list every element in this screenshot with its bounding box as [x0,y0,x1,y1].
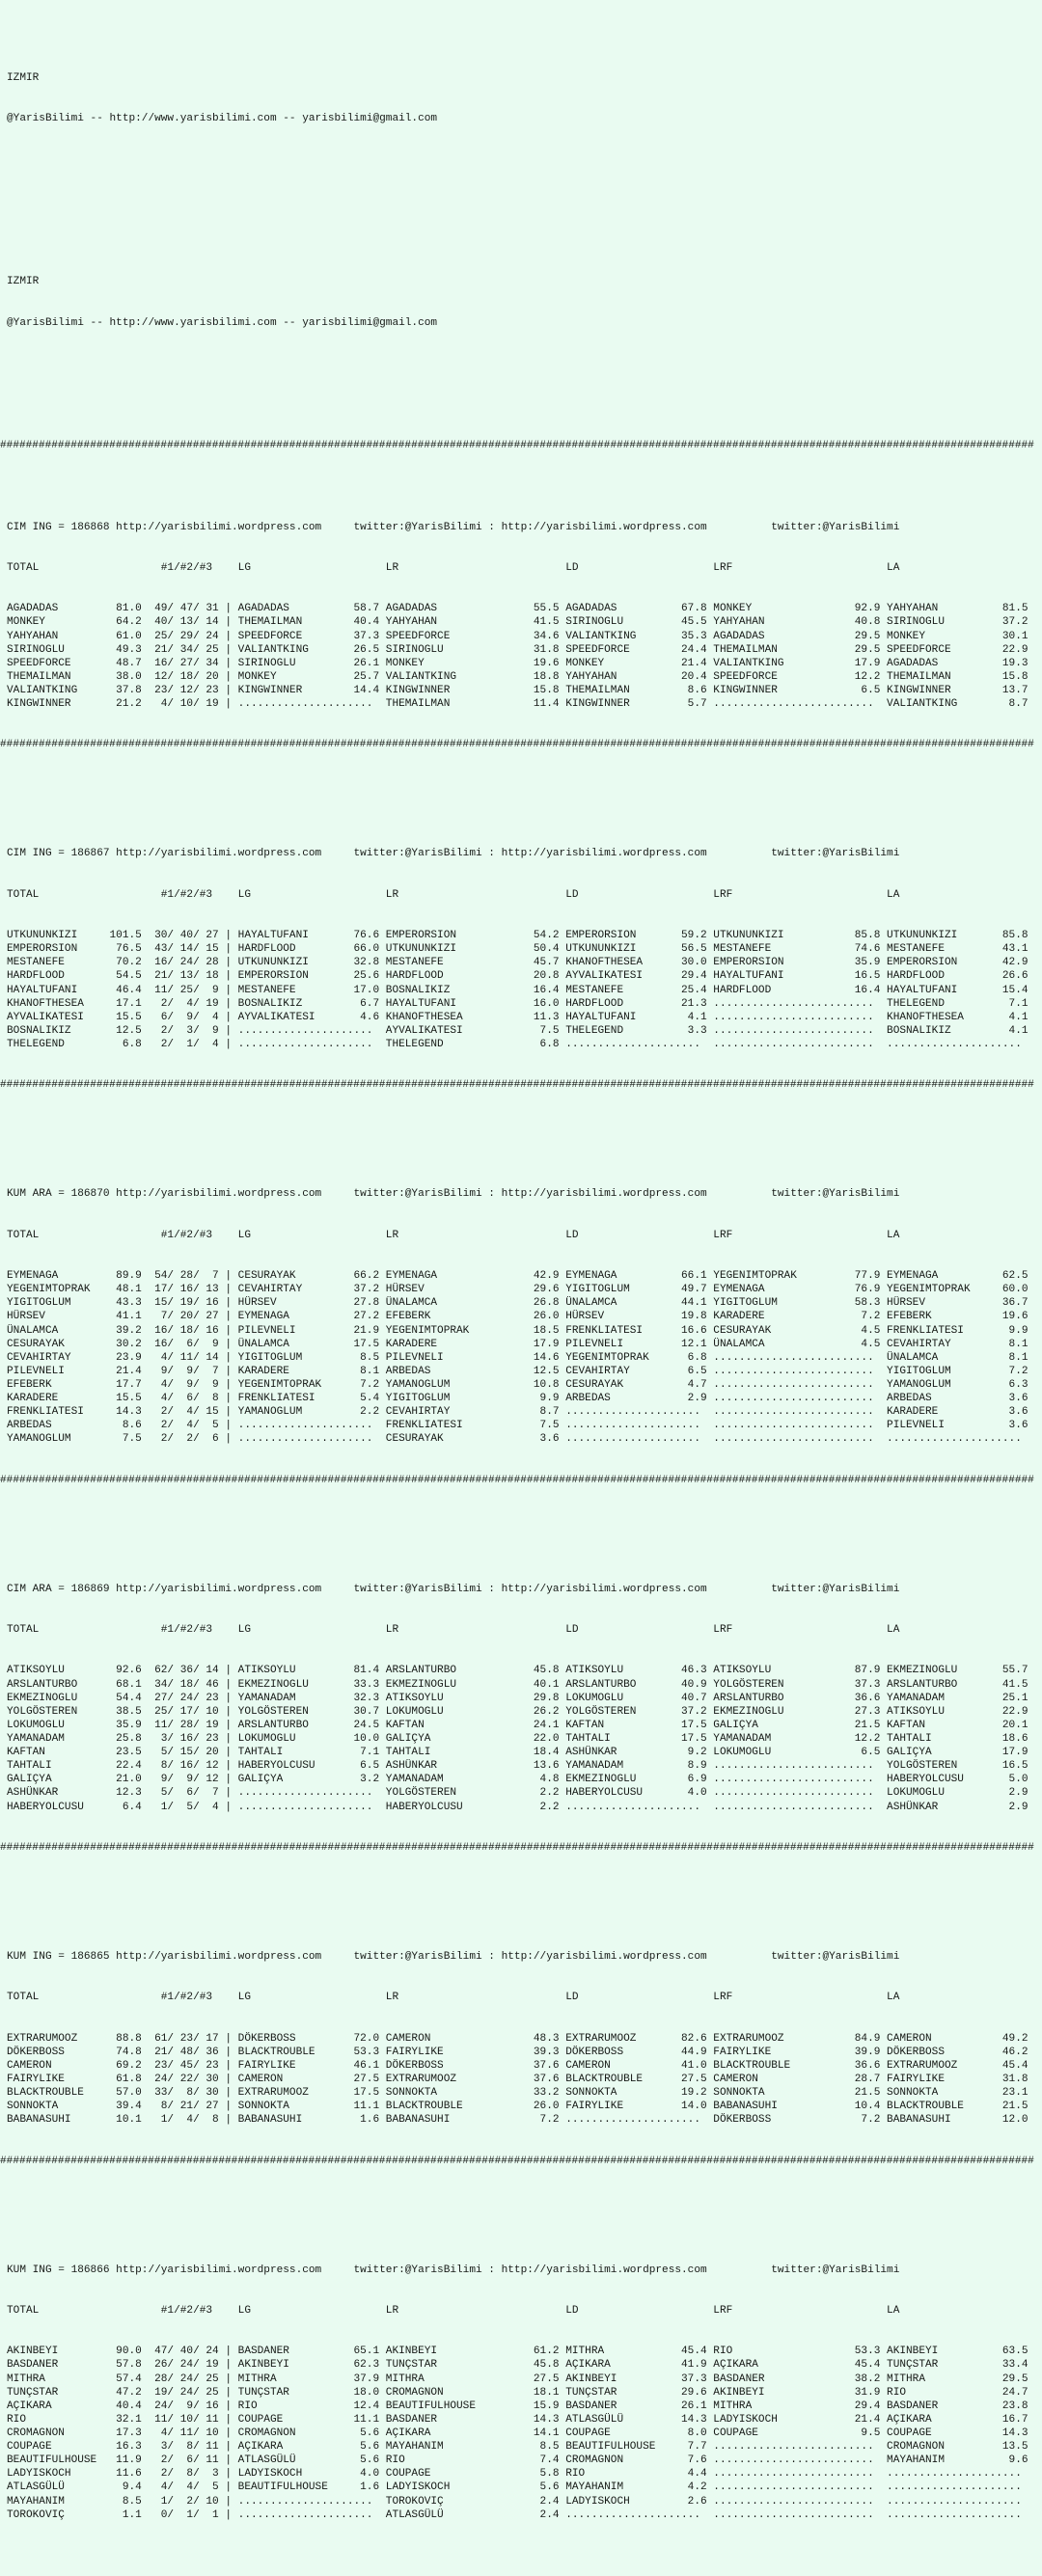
table-row: YAHYAHAN 61.0 25/ 29/ 24 | SPEEDFORCE 37.3 SPEEDFORCE 34.6 VALIANTKING 35.3 AGADADAS 29.5 MONKEY 30.1 [7,630,1028,642]
table-row: MITHRA 57.4 28/ 24/ 25 | MITHRA 37.9 MITHRA 27.5 AKINBEYI 37.3 BASDANER 38.2 MITHRA 29.5 [7,2373,1028,2385]
table-row: SIRINOGLU 49.3 21/ 34/ 25 | VALIANTKING 26.5 SIRINOGLU 31.8 SPEEDFORCE 24.4 THEMAILMAN 29.5 SPEEDFORCE 22.9 [7,643,1028,656]
table-row: ATLASGÜLÜ 9.4 4/ 4/ 5 | BEAUTIFULHOUSE 1.6 LADYISKOCH 5.6 MAYAHANIM 4.2 ......................... ..................... [7,2481,1028,2494]
masthead-city: IZMIR [7,71,40,84]
table-row: YIGITOGLUM 43.3 15/ 19/ 16 | HÜRSEV 27.8 ÜNALAMCA 26.8 ÜNALAMCA 44.1 YIGITOGLUM 58.3 HÜRSEV 36.7 [7,1297,1028,1310]
table-row: KAFTAN 23.5 5/ 15/ 20 | TAHTALI 7.1 TAHTALI 18.4 ASHÜNKAR 9.2 LOKUMOGLU 6.5 GALIÇYA 17.9 [7,1747,1028,1759]
column-header-line: TOTAL #1/#2/#3 LG LR LD LRF LA [7,1992,900,2004]
table-row: LOKUMOGLU 35.9 11/ 28/ 19 | ARSLANTURBO 24.5 KAFTAN 24.1 KAFTAN 17.5 GALIÇYA 21.5 KAFTAN 20.1 [7,1719,1028,1731]
table-row: COUPAGE 16.3 3/ 8/ 11 | AÇIKARA 5.6 MAYAHANIM 8.5 BEAUTIFULHOUSE 7.7 ......................... CROMAGNON 13.5 [7,2441,1028,2454]
table-row: EYMENAGA 89.9 54/ 28/ 7 | CESURAYAK 66.2 EYMENAGA 42.9 EYMENAGA 66.1 YEGENIMTOPRAK 77.9 EYMENAGA 62.5 [7,1270,1028,1283]
table-row: TUNÇSTAR 47.2 19/ 24/ 25 | TUNÇSTAR 18.0 CROMAGNON 18.1 TUNÇSTAR 29.6 AKINBEYI 31.9 RIO 24.7 [7,2386,1028,2399]
table-row: AÇIKARA 40.4 24/ 9/ 16 | RIO 12.4 BEAUTIFULHOUSE 15.9 BASDANER 26.1 MITHRA 29.4 BASDANER 23.8 [7,2400,1028,2412]
table-row: EKMEZINOGLU 54.4 27/ 24/ 23 | YAMANADAM 32.3 ATIKSOYLU 29.8 LOKUMOGLU 40.7 ARSLANTURBO 36.6 YAMANADAM 25.1 [7,1692,1028,1704]
section-rows [0,602,1042,711]
section-rows [0,929,1042,1051]
table-row: EMPERORSION 76.5 43/ 14/ 15 | HARDFLOOD 66.0 UTKUNUNKIZI 50.4 UTKUNUNKIZI 56.5 MESTANEFE 74.6 MESTANEFE 43.1 [7,943,1028,956]
table-row: CEVAHIRTAY 23.9 4/ 11/ 14 | YIGITOGLUM 8.5 PILEVNELI 14.6 YEGENIMTOPRAK 6.8 ......................... ÜNALAMCA 8.1 [7,1351,1028,1364]
section-title-line: KUM ING = 186865 http://yarisbilimi.wordpress.com twitter:@YarisBilimi : http://yarisbilimi.wordpress.com twitter:@YarisBilimi [7,1950,900,1963]
table-row: GALIÇYA 21.0 9/ 9/ 12 | GALIÇYA 3.2 YAMANADAM 4.8 EKMEZINOGLU 6.9 ......................... HABERYOLCUSU 5.0 [7,1774,1028,1786]
table-row: DÖKERBOSS 74.8 21/ 48/ 36 | BLACKTROUBLE 53.3 FAIRYLIKE 39.3 DÖKERBOSS 44.9 FAIRYLIKE 39.9 DÖKERBOSS 46.2 [7,2046,1028,2058]
table-row: HAYALTUFANI 46.4 11/ 25/ 9 | MESTANEFE 17.0 BOSNALIKIZ 16.4 MESTANEFE 25.4 HARDFLOOD 16.4 HAYALTUFANI 15.4 [7,984,1028,996]
masthead-byline: @YarisBilimi -- http://www.yarisbilimi.com -- yarisbilimi@gmail.com [7,316,438,329]
blank-line [0,357,1042,370]
table-row: TAHTALI 22.4 8/ 16/ 12 | HABERYOLCUSU 6.5 ASHÜNKAR 13.6 YAMANADAM 8.9 ......................... YOLGÖSTEREN 16.5 [7,1760,1028,1773]
blank-line [0,234,1042,248]
section-separator: ################################################################################################################################################################# [0,2155,1034,2167]
section-separator: ################################################################################################################################################################# [0,1841,1034,1854]
race-section [0,493,1042,778]
table-row: ARBEDAS 8.6 2/ 4/ 5 | ..................... FRENKLIATESI 7.5 ..................... ......................... PILEVNELI 3.6 [7,1420,1028,1432]
table-row: HABERYOLCUSU 6.4 1/ 5/ 4 | ..................... HABERYOLCUSU 2.2 ..................... ......................... ASHÜNKAR 2.9 [7,1801,1028,1813]
table-row: HARDFLOOD 54.5 21/ 13/ 18 | EMPERORSION 25.6 HARDFLOOD 20.8 AYVALIKATESI 29.4 HAYALTUFANI 16.5 HARDFLOOD 26.6 [7,970,1028,983]
table-row: BEAUTIFULHOUSE 11.9 2/ 6/ 11 | ATLASGÜLÜ 5.6 RIO 7.4 CROMAGNON 7.6 ......................... MAYAHANIM 9.6 [7,2454,1028,2467]
table-row: EXTRARUMOOZ 88.8 61/ 23/ 17 | DÖKERBOSS 72.0 CAMERON 48.3 EXTRARUMOOZ 82.6 EXTRARUMOOZ 84.9 CAMERON 49.2 [7,2032,1028,2045]
table-row: CESURAYAK 30.2 16/ 6/ 9 | ÜNALAMCA 17.5 KARADERE 17.9 PILEVNELI 12.1 ÜNALAMCA 4.5 CEVAHIRTAY 8.1 [7,1338,1028,1350]
table-row: SONNOKTA 39.4 8/ 21/ 27 | SONNOKTA 11.1 BLACKTROUBLE 26.0 FAIRYLIKE 14.0 BABANASUHI 10.4 BLACKTROUBLE 21.5 [7,2101,1028,2113]
table-row: MESTANEFE 70.2 16/ 24/ 28 | UTKUNUNKIZI 32.8 MESTANEFE 45.7 KHANOFTHESEA 30.0 EMPERORSION 35.9 EMPERORSION 42.9 [7,957,1028,969]
table-row: BASDANER 57.8 26/ 24/ 19 | AKINBEYI 62.3 TUNÇSTAR 45.8 AÇIKARA 41.9 AÇIKARA 45.4 TUNÇSTAR 33.4 [7,2359,1028,2372]
table-row: YAMANOGLUM 7.5 2/ 2/ 6 | ..................... CESURAYAK 3.6 ..................... ......................... ..................... [7,1433,1028,1446]
race-section [0,1556,1042,1883]
table-row: RIO 32.1 11/ 10/ 11 | COUPAGE 11.1 BASDANER 14.3 ATLASGÜLÜ 14.3 LADYISKOCH 21.4 AÇIKARA 16.7 [7,2413,1028,2426]
table-row: KARADERE 15.5 4/ 6/ 8 | FRENKLIATESI 5.4 YIGITOGLUM 9.9 ARBEDAS 2.9 ......................... ARBEDAS 3.6 [7,1393,1028,1405]
table-row: ÜNALAMCA 39.2 16/ 18/ 16 | PILEVNELI 21.9 YEGENIMTOPRAK 18.5 FRENKLIATESI 16.6 CESURAYAK 4.5 FRENKLIATESI 9.9 [7,1324,1028,1337]
table-row: KINGWINNER 21.2 4/ 10/ 19 | ..................... THEMAILMAN 11.4 KINGWINNER 5.7 ......................... VALIANTKING 8.7 [7,698,1028,711]
table-row: THELEGEND 6.8 2/ 1/ 4 | ..................... THELEGEND 6.8 ..................... ......................... ..................... [7,1039,1028,1051]
column-header-line: TOTAL #1/#2/#3 LG LR LD LRF LA [7,888,900,901]
race-section [0,820,1042,1120]
table-row: PILEVNELI 21.4 9/ 9/ 7 | KARADERE 8.1 ARBEDAS 12.5 CEVAHIRTAY 6.5 ......................... YIGITOGLUM 7.2 [7,1365,1028,1377]
table-row: FAIRYLIKE 61.8 24/ 22/ 30 | CAMERON 27.5 EXTRARUMOOZ 37.6 BLACKTROUBLE 27.5 CAMERON 28.7 FAIRYLIKE 31.8 [7,2073,1028,2085]
table-row: YOLGÖSTEREN 38.5 25/ 17/ 10 | YOLGÖSTEREN 30.7 LOKUMOGLU 26.2 YOLGÖSTEREN 37.2 EKMEZINOGLU 27.3 ATIKSOYLU 22.9 [7,1705,1028,1718]
table-row: MAYAHANIM 8.5 1/ 2/ 10 | ..................... TOROKOVIÇ 2.4 LADYISKOCH 2.6 ......................... ..................... [7,2495,1028,2508]
section-title-line: KUM ARA = 186870 http://yarisbilimi.wordpress.com twitter:@YarisBilimi : http://yarisbilimi.wordpress.com twitter:@YarisBilimi [7,1188,900,1201]
section-separator: ################################################################################################################################################################# [0,439,1034,451]
table-row: AKINBEYI 90.0 47/ 40/ 24 | BASDANER 65.1 AKINBEYI 61.2 MITHRA 45.4 RIO 53.3 AKINBEYI 63.5 [7,2346,1028,2358]
blank-line [0,194,1042,207]
section-rows [0,2345,1042,2521]
section-separator: ################################################################################################################################################################# [0,1474,1034,1486]
column-header-line: TOTAL #1/#2/#3 LG LR LD LRF LA [7,1624,900,1637]
table-row: CROMAGNON 17.3 4/ 11/ 10 | CROMAGNON 5.6 AÇIKARA 14.1 COUPAGE 8.0 COUPAGE 9.5 COUPAGE 14.3 [7,2427,1028,2439]
table-row: YAMANADAM 25.8 3/ 16/ 23 | LOKUMOGLU 10.0 GALIÇYA 22.0 TAHTALI 17.5 YAMANADAM 12.2 TAHTALI 18.6 [7,1733,1028,1746]
section-title-line: CIM ING = 186868 http://yarisbilimi.wordpress.com twitter:@YarisBilimi : http://yarisbilimi.wordpress.com twitter:@YarisBilimi [7,521,900,533]
table-row: MONKEY 64.2 40/ 13/ 14 | THEMAILMAN 40.4 YAHYAHAN 41.5 SIRINOGLU 45.5 YAHYAHAN 40.8 SIRINOGLU 37.2 [7,616,1028,629]
table-row: YEGENIMTOPRAK 48.1 17/ 16/ 13 | CEVAHIRTAY 37.2 HÜRSEV 29.6 YIGITOGLUM 49.7 EYMENAGA 76.9 YEGENIMTOPRAK 60.0 [7,1284,1028,1296]
table-row: AYVALIKATESI 15.5 6/ 9/ 4 | AYVALIKATESI 4.6 KHANOFTHESEA 11.3 HAYALTUFANI 4.1 ......................... KHANOFTHESEA 4.1 [7,1011,1028,1023]
table-row: VALIANTKING 37.8 23/ 12/ 23 | KINGWINNER 14.4 KINGWINNER 15.8 THEMAILMAN 8.6 KINGWINNER 6.5 KINGWINNER 13.7 [7,684,1028,696]
section-rows [0,1664,1042,1813]
table-row: KHANOFTHESEA 17.1 2/ 4/ 19 | BOSNALIKIZ 6.7 HAYALTUFANI 16.0 HARDFLOOD 21.3 ......................... THELEGEND 7.1 [7,997,1028,1010]
table-row: BLACKTROUBLE 57.0 33/ 8/ 30 | EXTRARUMOOZ 17.5 SONNOKTA 33.2 SONNOKTA 19.2 SONNOKTA 21.5 SONNOKTA 23.1 [7,2087,1028,2100]
column-header-line: TOTAL #1/#2/#3 LG LR LD LRF LA [7,561,900,574]
table-row: THEMAILMAN 38.0 12/ 18/ 20 | MONKEY 25.7 VALIANTKING 18.8 YAHYAHAN 20.4 SPEEDFORCE 12.2 THEMAILMAN 15.8 [7,670,1028,683]
table-row: FRENKLIATESI 14.3 2/ 4/ 15 | YAMANOGLUM 2.2 CEVAHIRTAY 8.7 ..................... ......................... KARADERE 3.6 [7,1406,1028,1419]
blank-line [0,152,1042,166]
table-row: ASHÜNKAR 12.3 5/ 6/ 7 | ..................... YOLGÖSTEREN 2.2 HABERYOLCUSU 4.0 ......................... LOKUMOGLU 2.9 [7,1787,1028,1800]
table-row: LADYISKOCH 11.6 2/ 8/ 3 | LADYISKOCH 4.0 COUPAGE 5.8 RIO 4.4 ......................... ..................... [7,2468,1028,2481]
masthead [0,43,1042,397]
table-row: ATIKSOYLU 92.6 62/ 36/ 14 | ATIKSOYLU 81.4 ARSLANTURBO 45.8 ATIKSOYLU 46.3 ATIKSOYLU 87.9 EKMEZINOGLU 55.7 [7,1665,1028,1677]
column-header-line: TOTAL #1/#2/#3 LG LR LD LRF LA [7,1229,900,1241]
race-section [0,1923,1042,2195]
column-header-line: TOTAL #1/#2/#3 LG LR LD LRF LA [7,2304,900,2317]
section-rows [0,1269,1042,1446]
table-row: SPEEDFORCE 48.7 16/ 27/ 34 | SIRINOGLU 26.1 MONKEY 19.6 MONKEY 21.4 VALIANTKING 17.9 AGADADAS 19.3 [7,657,1028,669]
masthead-byline: @YarisBilimi -- http://www.yarisbilimi.com -- yarisbilimi@gmail.com [7,112,438,124]
section-title-line: KUM ING = 186866 http://yarisbilimi.wordpress.com twitter:@YarisBilimi : http://yarisbilimi.wordpress.com twitter:@YarisBilimi [7,2264,900,2276]
table-row: CAMERON 69.2 23/ 45/ 23 | FAIRYLIKE 46.1 DÖKERBOSS 37.6 CAMERON 41.0 BLACKTROUBLE 36.6 EXTRARUMOOZ 45.4 [7,2059,1028,2072]
section-title-line: CIM ARA = 186869 http://yarisbilimi.wordpress.com twitter:@YarisBilimi : http://yarisbilimi.wordpress.com twitter:@YarisBilimi [7,1583,900,1595]
table-row: BABANASUHI 10.1 1/ 4/ 8 | BABANASUHI 1.6 BABANASUHI 7.2 ..................... DÖKERBOSS 7.2 BABANASUHI 12.0 [7,2114,1028,2127]
table-row: UTKUNUNKIZI 101.5 30/ 40/ 27 | HAYALTUFANI 76.6 EMPERORSION 54.2 EMPERORSION 59.2 UTKUNUNKIZI 85.8 UTKUNUNKIZI 85.8 [7,930,1028,942]
table-row: EFEBERK 17.7 4/ 9/ 9 | YEGENIMTOPRAK 7.2 YAMANOGLUM 10.8 CESURAYAK 4.7 ......................... YAMANOGLUM 6.3 [7,1378,1028,1391]
table-row: AGADADAS 81.0 49/ 47/ 31 | AGADADAS 58.7 AGADADAS 55.5 AGADADAS 67.8 MONKEY 92.9 YAHYAHAN 81.5 [7,603,1028,615]
table-row: HÜRSEV 41.1 7/ 20/ 27 | EYMENAGA 27.2 EFEBERK 26.0 HÜRSEV 19.8 KARADERE 7.2 EFEBERK 19.6 [7,1311,1028,1323]
table-row: BOSNALIKIZ 12.5 2/ 3/ 9 | ..................... AYVALIKATESI 7.5 THELEGEND 3.3 ......................... BOSNALIKIZ 4.1 [7,1024,1028,1037]
section-title-line: CIM ING = 186867 http://yarisbilimi.wordpress.com twitter:@YarisBilimi : http://yarisbilimi.wordpress.com twitter:@YarisBilimi [7,848,900,860]
table-row: ARSLANTURBO 68.1 34/ 18/ 46 | EKMEZINOGLU 33.3 EKMEZINOGLU 40.1 ARSLANTURBO 40.9 YOLGÖSTEREN 37.3 ARSLANTURBO 41.5 [7,1678,1028,1691]
section-separator: ################################################################################################################################################################# [0,1079,1034,1092]
section-rows [0,2032,1042,2128]
race-section [0,2236,1042,2549]
masthead-city: IZMIR [7,276,40,288]
race-section [0,1160,1042,1514]
section-separator: ################################################################################################################################################################# [0,739,1034,751]
table-row: TOROKOVIÇ 1.1 0/ 1/ 1 | ..................... ATLASGÜLÜ 2.4 ..................... ......................... ..................... [7,2508,1028,2521]
